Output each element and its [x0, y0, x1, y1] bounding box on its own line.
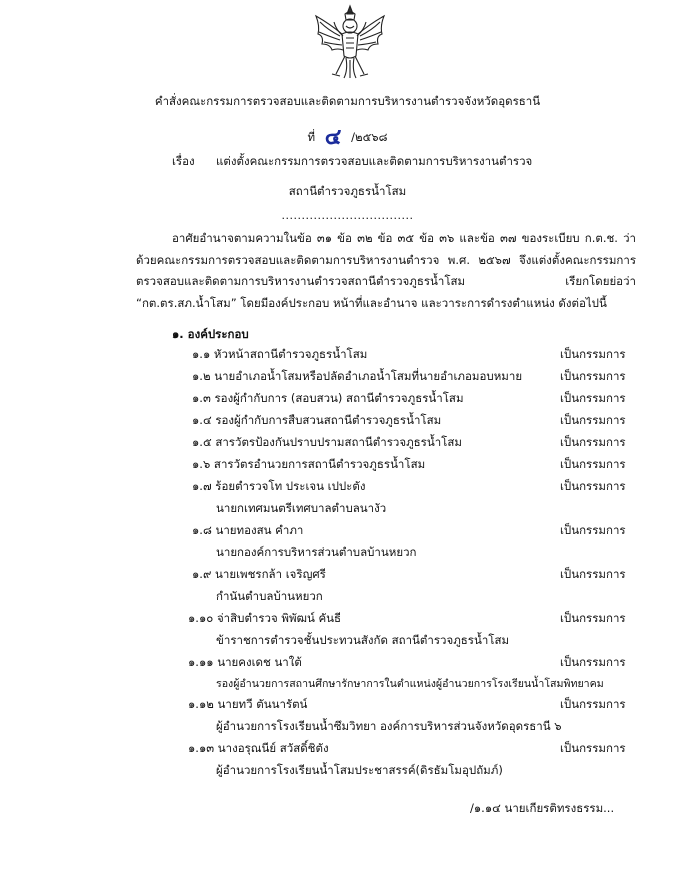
section-title: ๑. องค์ประกอบ — [172, 327, 249, 341]
member-position: กำนันตำบลบ้านหยวก — [216, 589, 323, 603]
order-number: ๔ — [324, 124, 342, 150]
member-role: เป็นกรรมการ — [560, 479, 626, 493]
preamble-text: อาศัยอำนาจตามความในข้อ ๓๑ ข้อ ๓๒ ข้อ ๓๕ ข้อ ๓๖ และข้อ ๓๗ ของระเบียบ ก.ต.ช. ว่าด้วยคณะกรรมการตรวจสอบและติดตามการบริหารงานตำรวจ พ.ศ. ๒๕๖๗ จึงแต่งตั้งคณะกรรมการตรวจสอบและติดตามการบริหารงานตำรวจสถานีตำรวจภูธรน้ำโสม เรียกโดยย่อว่า “กต.ตร.สภ.น้ำโสม” โดยมีองค์ประกอบ หน้าที่และอำนาจ และวาระการดำรงตำแหน่ง ดังต่อไปนี้ — [136, 231, 636, 310]
separator-dots: ................................. — [281, 209, 414, 222]
member-item: ๑.๒ นายอำเภอน้ำโสมหรือปลัดอำเภอน้ำโสมที่นายอำเภอมอบหมาย — [192, 369, 523, 383]
member-item: ๑.๖ สารวัตรอำนวยการสถานีตำรวจภูธรน้ำโสม — [192, 457, 426, 471]
order-year: /๒๕๖๘ — [351, 130, 388, 144]
member-role: เป็นกรรมการ — [560, 523, 626, 537]
member-item: ๑.๑๓ นางอรุณนีย์ สวัสดิ์ชิตัง — [188, 741, 329, 755]
member-role: เป็นกรรมการ — [560, 611, 626, 625]
member-role: เป็นกรรมการ — [560, 391, 626, 405]
member-position: ผู้อำนวยการโรงเรียนน้ำซึมวิทยา องค์การบริหารส่วนจังหวัดอุดรธานี ๖ — [216, 719, 562, 733]
member-item: ๑.๗ ร้อยตำรวจโท ประเจน เปปะตัง — [192, 479, 366, 493]
member-role: เป็นกรรมการ — [560, 435, 626, 449]
member-item: ๑.๑๒ นายทวี ตันนารัตน์ — [188, 697, 308, 711]
member-item: ๑.๑ หัวหน้าสถานีตำรวจภูธรน้ำโสม — [192, 347, 368, 361]
continuation-note: /๑.๑๔ นายเกียรติทรงธรรม... — [470, 801, 615, 815]
order-number-line — [0, 119, 695, 154]
member-item: ๑.๑๑ นายคงเดช นาใต้ — [188, 655, 302, 669]
member-role: เป็นกรรมการ — [560, 655, 626, 669]
subject-line-1: แต่งตั้งคณะกรรมการตรวจสอบและติดตามการบริหารงานตำรวจ — [216, 154, 533, 168]
member-item: ๑.๓ รองผู้กำกับการ (สอบสวน) สถานีตำรวจภูธรน้ำโสม — [192, 391, 464, 405]
member-role: เป็นกรรมการ — [560, 369, 626, 383]
order-heading: คำสั่งคณะกรรมการตรวจสอบและติดตามการบริหารงานตำรวจจังหวัดอุดรธานี — [154, 94, 541, 108]
member-position: ข้าราชการตำรวจชั้นประทวนสังกัด สถานีตำรวจภูธรน้ำโสม — [216, 633, 510, 647]
member-position: นายกองค์การบริหารส่วนตำบลบ้านหยวก — [216, 545, 417, 559]
member-role: เป็นกรรมการ — [560, 457, 626, 471]
order-prefix: ที่ — [307, 130, 316, 144]
subject-line-2: สถานีตำรวจภูธรน้ำโสม — [288, 184, 407, 198]
member-role: เป็นกรรมการ — [560, 567, 626, 581]
member-position: นายกเทศมนตรีเทศบาลตำบลนางัว — [216, 501, 387, 515]
garuda-emblem-icon — [310, 4, 390, 80]
member-item: ๑.๘ นายทองสน คำภา — [192, 523, 304, 537]
member-role: เป็นกรรมการ — [560, 741, 626, 755]
member-role: เป็นกรรมการ — [560, 413, 626, 427]
member-item: ๑.๙ นายเพชรกล้า เจริญศรี — [192, 567, 326, 581]
member-item: ๑.๑๐ จ่าสิบตำรวจ พิพัฒน์ คันธี — [188, 611, 342, 625]
member-item: ๑.๕ สารวัตรป้องกันปราบปรามสถานีตำรวจภูธรน้ำโสม — [192, 435, 462, 449]
member-position: ผู้อำนวยการโรงเรียนน้ำโสมประชาสรรค์(ดิรธัมโมอุปถัมภ์) — [216, 763, 503, 777]
member-role: เป็นกรรมการ — [560, 347, 626, 361]
member-item: ๑.๔ รองผู้กำกับการสืบสวนสถานีตำรวจภูธรน้ำโสม — [192, 413, 442, 427]
member-position: รองผู้อำนวยการสถานศึกษารักษาการในตำแหน่งผู้อำนวยการโรงเรียนน้ำโสมพิทยาคม — [216, 678, 604, 690]
preamble-paragraph — [136, 228, 636, 314]
member-role: เป็นกรรมการ — [560, 697, 626, 711]
subject-label: เรื่อง — [172, 154, 195, 168]
